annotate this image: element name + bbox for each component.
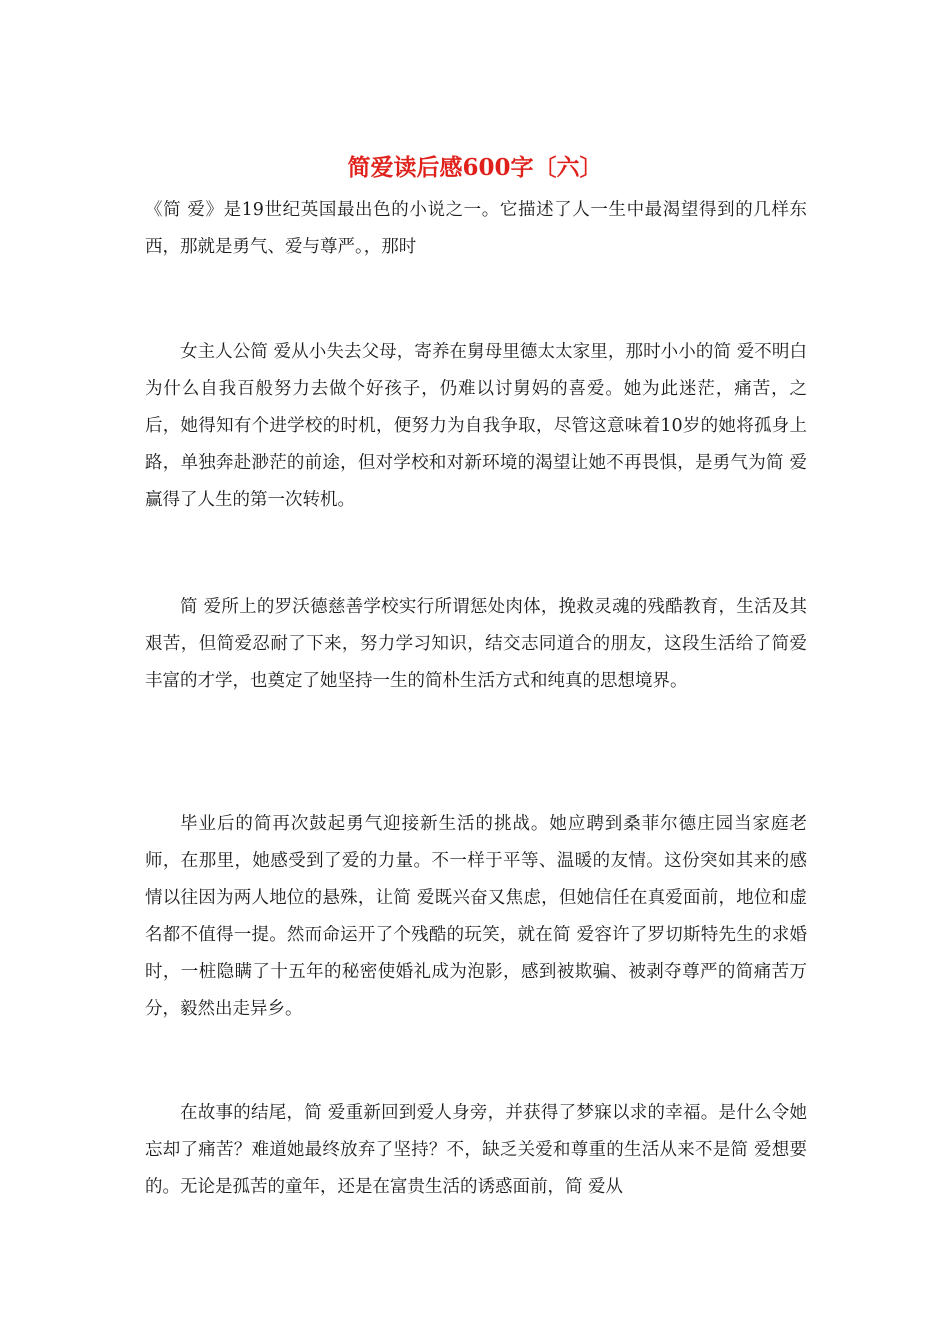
paragraph-school: 简 爱所上的罗沃德慈善学校实行所谓惩处肉体，挽救灵魂的残酷教育，生活及其艰苦，但简爱忍耐了下来，努力学习知识，结交志同道合的朋友，这段生活给了简爱丰富的才学，也奠定了她坚持一生的简朴生活方式和纯真的思想境界。 [145,597,807,691]
document-title: 简爱读后感600字〔六〕 [347,154,603,181]
paragraph-childhood: 女主人公简 爱从小失去父母，寄养在舅母里德太太家里，那时小小的简 爱不明白为什么自我百般努力去做个好孩子，仍难以讨舅妈的喜爱。她为此迷茫，痛苦，之后，她得知有个进学校的时机，便努力为自我争取，尽管这意味着10岁的她将孤身上路，单独奔赴渺茫的前途，但对学校和对新环境的渴望让她不再畏惧，是勇气为简 爱赢得了人生的第一次转机。 [145,342,807,510]
paragraph-thornfield: 毕业后的简再次鼓起勇气迎接新生活的挑战。她应聘到桑菲尔德庄园当家庭老师，在那里，她感受到了爱的力量。不一样于平等、温暖的友情。这份突如其来的感情以往因为两人地位的悬殊，让简 爱既兴奋又焦虑，但她信任在真爱面前，地位和虚名都不值得一提。然而命运开了个残酷的玩笑，就在简 爱容许了罗切斯特先生的求婚时，一桩隐瞒了十五年的秘密使婚礼成为泡影，感到被欺骗、被剥夺尊严的简痛苦万分，毅然出走异乡。 [145,814,807,1019]
paragraph-intro: 《简 爱》是19世纪英国最出色的小说之一。它描述了人一生中最渴望得到的几样东西，那就是勇气、爱与尊严。，那时 [145,200,807,257]
paragraph-ending: 在故事的结尾，简 爱重新回到爱人身旁，并获得了梦寐以求的幸福。是什么令她忘却了痛苦？难道她最终放弃了坚持？不，缺乏关爱和尊重的生活从来不是简 爱想要的。无论是孤苦的童年，还是在富贵生活的诱惑面前，简 爱从 [145,1103,807,1197]
